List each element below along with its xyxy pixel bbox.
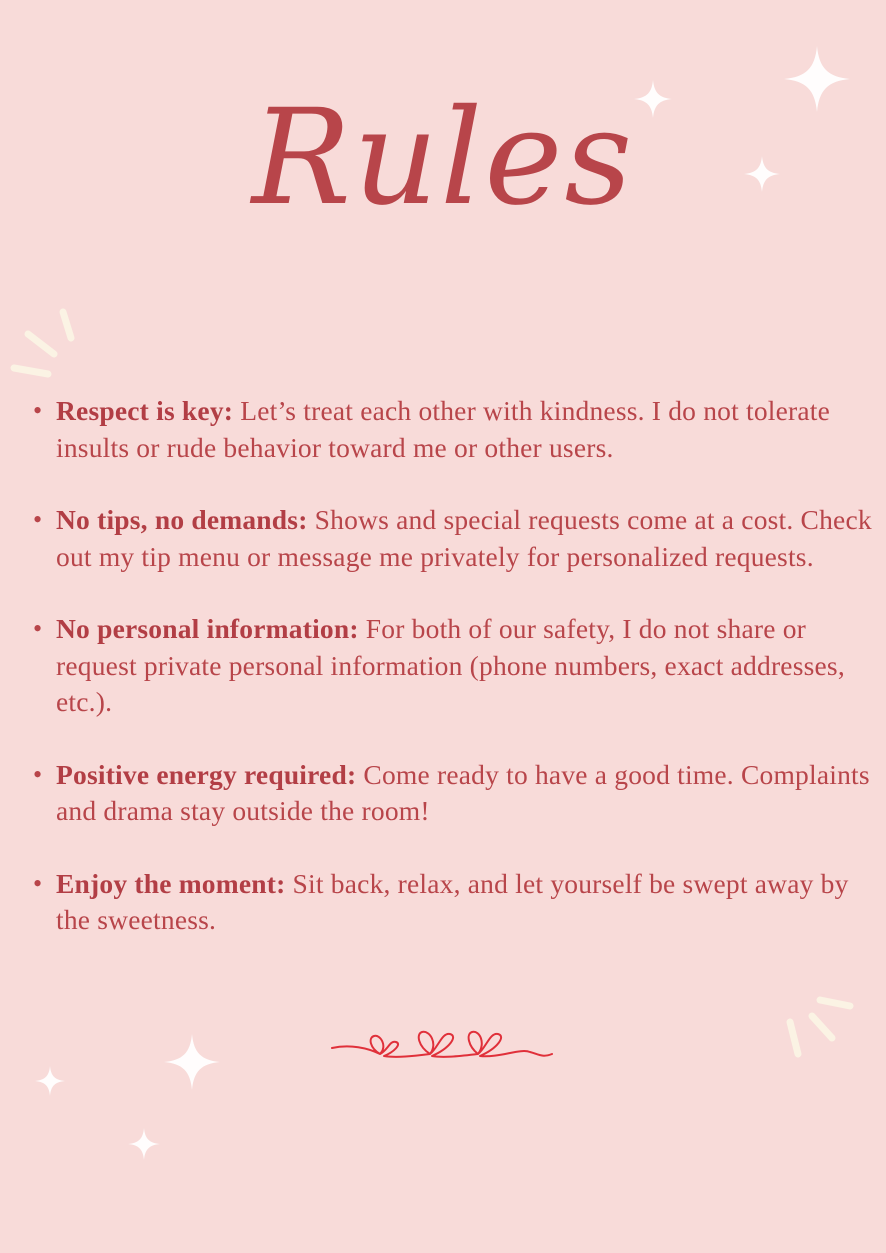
rule-item (30, 502, 880, 575)
sparkle-icon (164, 1034, 220, 1090)
bullet: • (33, 396, 43, 425)
rule-title: Respect is key: (56, 395, 234, 426)
rule-title: Enjoy the moment: (56, 867, 286, 899)
rule-text: For both of our safety, I do not share or request private personal information (phone numbers, exact addresses, etc.). (56, 613, 845, 717)
burst-lines-icon (780, 990, 860, 1062)
rule-item (30, 757, 880, 830)
rule-title: Positive energy required: (56, 758, 357, 790)
hearts-squiggle-icon (330, 1018, 558, 1064)
rule-text: Come ready to have a good time. Complaints and drama stay outside the room! (56, 758, 870, 826)
rule-title: No tips, no demands: (56, 504, 308, 535)
rule-title: No personal information: (56, 613, 359, 644)
bullet: • (33, 614, 43, 643)
rule-item (30, 393, 880, 466)
sparkle-icon (35, 1066, 65, 1096)
bullet: • (33, 868, 43, 898)
rule-text: Sit back, relax, and let yourself be swept away by the sweetness. (56, 867, 849, 935)
page-title: Rules (251, 81, 635, 235)
rule-item (30, 611, 880, 721)
rule-item (30, 866, 880, 939)
bullet: • (33, 505, 43, 534)
sparkle-icon (128, 1128, 160, 1160)
burst-lines-icon (6, 304, 82, 384)
rule-text: Shows and special requests come at a cost. Check out my tip menu or message me privately for personalized requests. (56, 504, 872, 572)
rules-list (30, 393, 880, 975)
rule-text: Let’s treat each other with kindness. I do not tolerate insults or rude behavior toward me or other users. (56, 395, 831, 463)
bullet: • (33, 759, 43, 789)
